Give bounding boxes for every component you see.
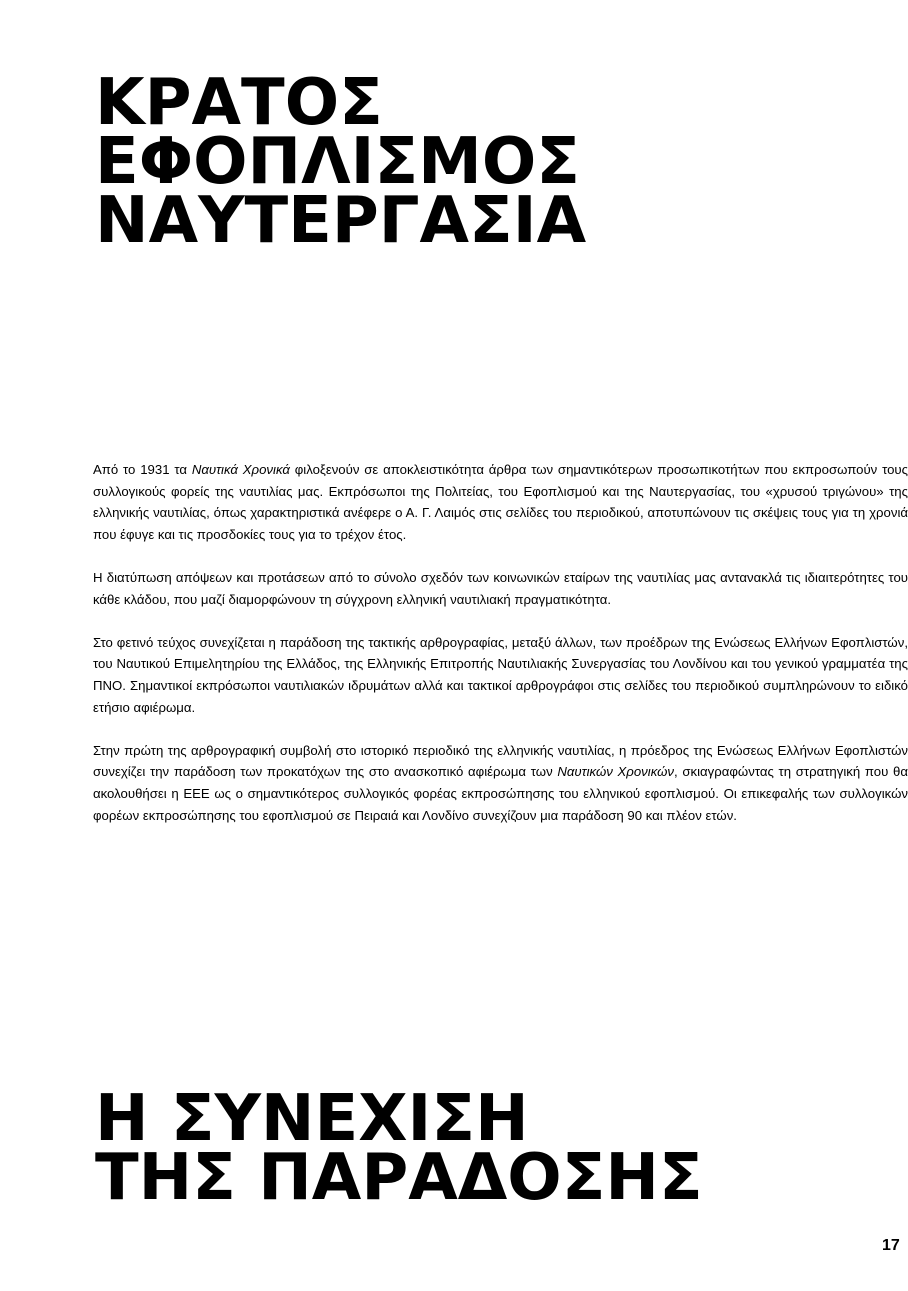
paragraph: Στην πρώτη της αρθρογραφική συμβολή στο ιστορικό περιοδικό της ελληνικής ναυτιλίας, η πρόεδρος της Ενώσεως Ελλήνων Εφοπλιστών συνεχίζει την παράδοση των προκατόχων της στο ανασκοπικό αφιέρωμα των Ναυτικών Χρονικών, σκιαγραφώντας τη στρατηγική που θα ακολουθήσει η ΕΕΕ ως ο σημαντικότερος συλλογικός φορέας εκπροσώπησης του ελληνικού εφοπλισμού. Οι επικεφαλής των συλλογικών φορέων εκπροσώπησης του εφοπλισμού σε Πειραιά και Λονδίνο συνεχίζουν μια παράδοση 90 και πλέον ετών.	[93, 742, 908, 823]
publication-name: Ναυτικά Χρονικά	[191, 462, 290, 477]
section-title-line: ΕΦΟΠΛΙΣΜΟΣ	[95, 125, 580, 199]
article-title-line: Η ΣΥΝΕΧΙΣΗ	[95, 1082, 529, 1156]
article-body	[93, 459, 908, 848]
publication-name: Ναυτικών Χρονικών	[557, 764, 675, 780]
article-title-line: ΤΗΣ ΠΑΡΑΔΟΣΗΣ	[95, 1141, 703, 1215]
paragraph: Από το 1931 τα Ναυτικά Χρονικά φιλοξενούν σε αποκλειστικότητα άρθρα των σημαντικότερων προσωπικοτήτων που εκπροσωπούν τους συλλογικούς φορείς της ναυτιλίας μας. Εκπρόσωποι της Πολιτείας, του Εφοπλισμού και της Ναυτεργασίας, του «χρυσού τριγώνου» της ελληνικής ναυτιλίας, όπως χαρακτηριστικά ανέφερε ο Α. Γ. Λαιμός στις σελίδες του περιοδικού, αποτυπώνουν τις σκέψεις τους για τη χρονιά που έφυγε και τις προσδοκίες τους για το τρέχον έτος.	[93, 462, 908, 542]
section-title-line: ΝΑΥΤΕΡΓΑΣΙΑ	[95, 184, 587, 258]
page-number: 17	[882, 1237, 900, 1254]
section-title-line: ΚΡΑΤΟΣ	[95, 66, 383, 140]
paragraph: Η διατύπωση απόψεων και προτάσεων από το σύνολο σχεδόν των κοινωνικών εταίρων της ναυτιλίας μας αντανακλά τις ιδιαιτερότητες του κάθε κλάδου, που μαζί διαμορφώνουν τη σύγχρονη ελληνική ναυτιλιακή πραγματικότητα.	[93, 569, 908, 607]
paragraph: Στο φετινό τεύχος συνεχίζεται η παράδοση της τακτικής αρθρογραφίας, μεταξύ άλλων, των προέδρων της Ενώσεως Ελλήνων Εφοπλιστών, του Ναυτικού Επιμελητηρίου της Ελλάδος, της Ελληνικής Επιτροπής Ναυτιλιακής Συνεργασίας του Λονδίνου και του γενικού γραμματέα της ΠΝΟ. Σημαντικοί εκπρόσωποι ναυτιλιακών ιδρυμάτων αλλά και τακτικοί αρθρογράφοι στις σελίδες του περιοδικού συμπληρώνουν το ειδικό ετήσιο αφιέρωμα.	[93, 634, 908, 715]
article-title	[95, 1082, 895, 1215]
section-title	[95, 66, 895, 258]
